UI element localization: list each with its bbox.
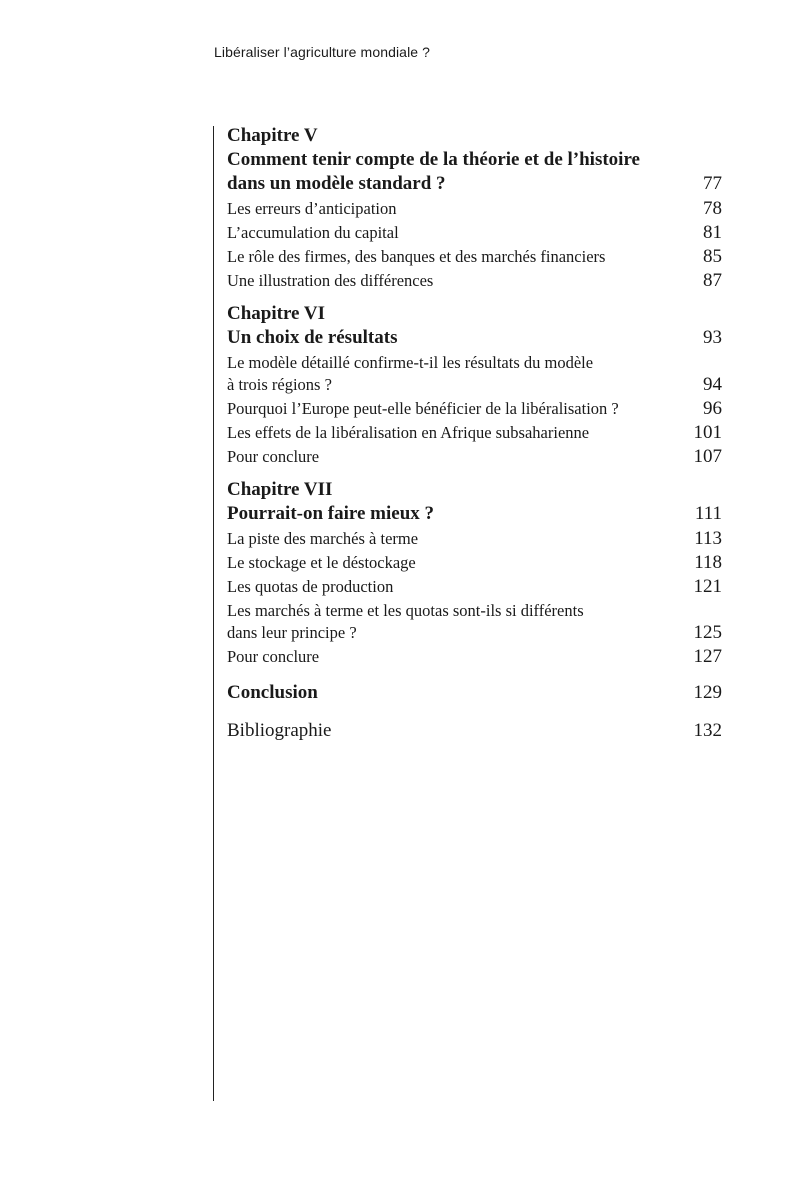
entry-title: Une illustration des différences	[227, 271, 434, 290]
page-number: 107	[693, 446, 722, 467]
page-number: 96	[703, 398, 722, 419]
page-number: 111	[694, 503, 722, 524]
toc-entry[interactable]	[227, 600, 722, 644]
page-number: 125	[693, 622, 722, 643]
page-number: 132	[693, 720, 722, 741]
entry-title: Les marchés à terme et les quotas sont-ils si différents dans leur principe ?	[227, 601, 584, 642]
page-number: 93	[703, 327, 722, 348]
page-number: 127	[693, 646, 722, 667]
chapter-5	[227, 124, 722, 292]
entry-title: L’accumulation du capital	[227, 223, 399, 242]
entry-title: Conclusion	[227, 682, 318, 703]
entry-title: Bibliographie	[227, 720, 332, 741]
entry-title: Les erreurs d’anticipation	[227, 199, 397, 218]
margin-rule	[213, 126, 214, 1101]
toc-entry[interactable]	[227, 198, 722, 220]
toc-entry[interactable]	[227, 222, 722, 244]
chapter-6	[227, 302, 722, 468]
page-number: 121	[693, 576, 722, 597]
toc-entry[interactable]	[227, 270, 722, 292]
page-number: 77	[703, 173, 722, 194]
entry-title: Les effets de la libéralisation en Afrique subsaharienne	[227, 423, 590, 442]
chapter-title-line: Pourrait-on faire mieux ?	[227, 503, 435, 524]
entry-title: Le modèle détaillé confirme-t-il les résultats du modèle à trois régions ?	[227, 353, 594, 394]
running-title: Libéraliser l’agriculture mondiale ?	[214, 44, 431, 60]
toc-entry[interactable]	[227, 422, 722, 444]
chapter-title[interactable]	[227, 326, 722, 350]
page-number: 78	[703, 198, 722, 219]
entry-title: Le stockage et le déstockage	[227, 553, 416, 572]
table-of-contents	[227, 124, 722, 743]
page-number: 94	[703, 374, 722, 395]
chapter-title[interactable]	[227, 502, 722, 526]
page-number: 118	[694, 552, 722, 573]
entry-title: La piste des marchés à terme	[227, 529, 419, 548]
toc-entry[interactable]	[227, 446, 722, 468]
toc-entry[interactable]	[227, 646, 722, 668]
page-number: 129	[693, 682, 722, 703]
chapter-title-line: Comment tenir compte de la théorie et de l’histoire	[227, 149, 640, 170]
entry-title: Pour conclure	[227, 647, 320, 666]
chapter-7	[227, 478, 722, 668]
toc-entry[interactable]	[227, 552, 722, 574]
toc-entry[interactable]	[227, 528, 722, 550]
page-number: 101	[693, 422, 722, 443]
toc-conclusion[interactable]	[227, 681, 722, 705]
entry-title: Pour conclure	[227, 447, 320, 466]
entry-title: Les quotas de production	[227, 577, 394, 596]
chapter-label: Chapitre VI	[227, 303, 326, 324]
toc-entry[interactable]	[227, 576, 722, 598]
toc-entry[interactable]	[227, 246, 722, 268]
entry-title: Le rôle des firmes, des banques et des marchés financiers	[227, 247, 606, 266]
entry-title: Pourquoi l’Europe peut-elle bénéficier de la libéralisation ?	[227, 399, 619, 418]
page-number: 87	[703, 270, 722, 291]
chapter-label: Chapitre V	[227, 125, 318, 146]
toc-entry[interactable]	[227, 352, 722, 396]
chapter-title[interactable]	[227, 148, 722, 196]
page-number: 81	[703, 222, 722, 243]
chapter-label: Chapitre VII	[227, 479, 333, 500]
toc-bibliography[interactable]	[227, 719, 722, 743]
chapter-title-line: dans un modèle standard ?	[227, 173, 446, 194]
page-number: 85	[703, 246, 722, 267]
page-number: 113	[694, 528, 722, 549]
toc-entry[interactable]	[227, 398, 722, 420]
chapter-title-line: Un choix de résultats	[227, 327, 398, 348]
